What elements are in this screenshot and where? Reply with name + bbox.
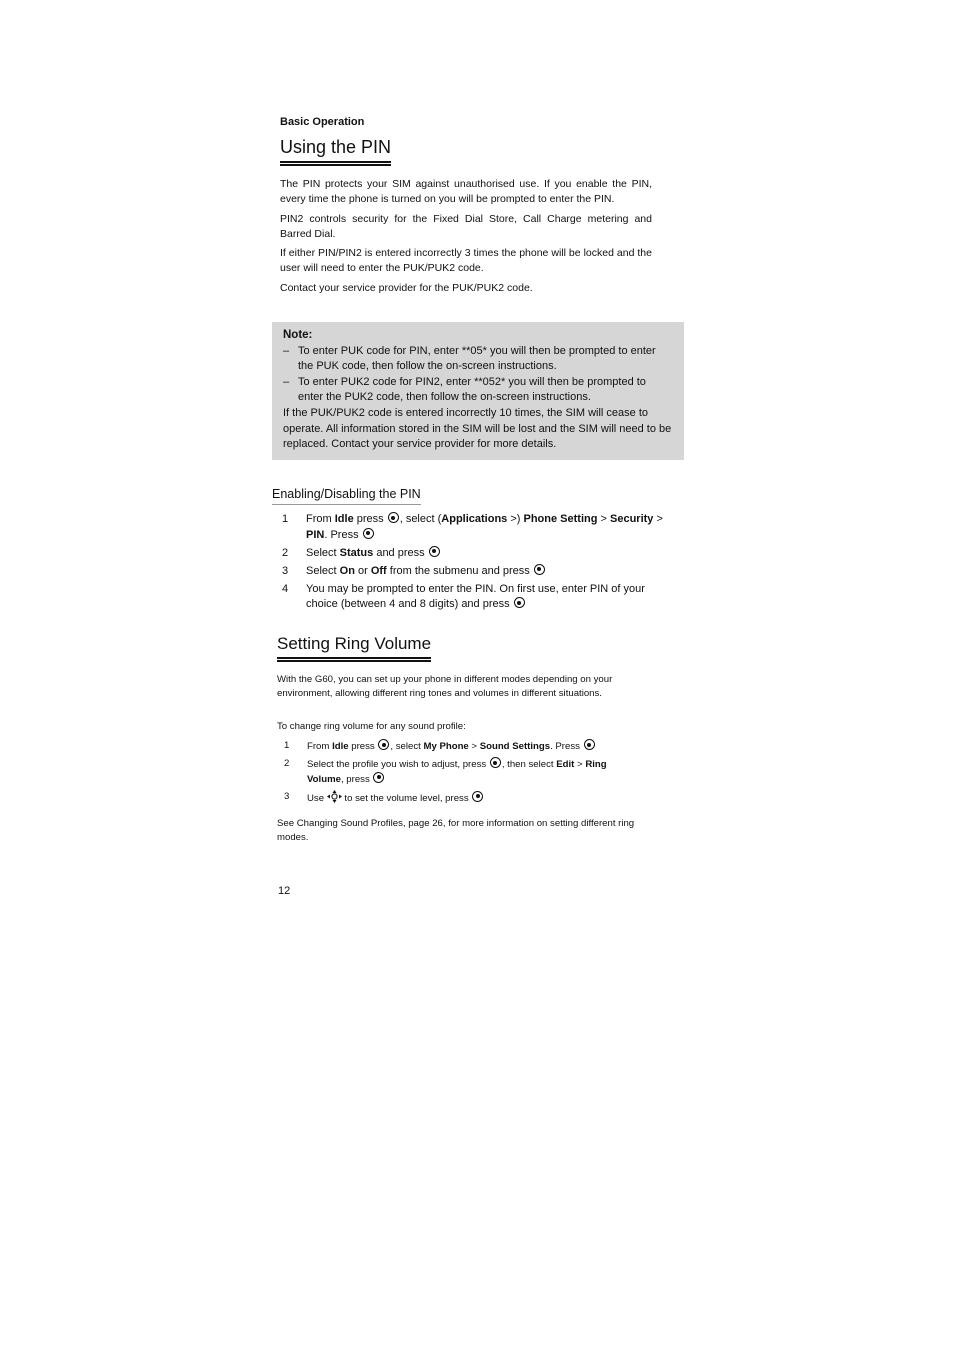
heading-underline: [280, 161, 391, 166]
note-text: If the PUK/PUK2 code is entered incorrectly 10 times, the SIM will cease to operate. All information stored in the SIM will be lost and the SIM will need to be replaced. Contact your service provider for more details.: [283, 406, 672, 451]
step-item: 1 From Idle press , select My Phone > Sound Settings. Press: [284, 739, 640, 754]
ok-key-icon: [472, 791, 483, 802]
heading-underline: [277, 657, 431, 662]
step-item: 2 Select the profile you wish to adjust, press , then select Edit > Ring Volume, press: [284, 758, 607, 785]
enable-steps: [282, 512, 664, 615]
step-item: 3 Use to set the volume level, press: [284, 790, 640, 808]
note-bullet: – To enter PUK2 code for PIN2, enter **052* you will then be prompted to enter the PUK2 code, then follow the on-screen instructions.: [283, 375, 646, 404]
ring-footer: See Changing Sound Profiles, page 26, for more information on setting different ring modes.: [277, 818, 635, 843]
ok-key-icon: [514, 597, 525, 608]
ok-key-icon: [429, 546, 440, 557]
ring-lead: To change ring volume for any sound profile:: [277, 721, 466, 732]
step-item: 2 Select Status and press: [282, 546, 664, 562]
ok-key-icon: [363, 528, 374, 539]
note-box: [272, 322, 684, 460]
pin-para-4: Contact your service provider for the PUK/PUK2 code.: [280, 282, 533, 294]
step-item: 1 From Idle press , select (Applications >) Phone Setting > Security > PIN. Press: [282, 513, 663, 541]
pin-para-3: If either PIN/PIN2 is entered incorrectly 3 times the phone will be locked and the user will need to enter the PUK/PUK2 code.: [280, 247, 652, 274]
ok-key-icon: [378, 739, 389, 750]
ring-intro: With the G60, you can set up your phone in different modes depending on your environment, allowing different ring tones and volumes in different situations.: [277, 674, 613, 699]
note-bullet: – To enter PUK code for PIN, enter **05* you will then be prompted to enter the PUK code, then follow the on-screen instructions.: [283, 344, 656, 373]
pin-heading-block: [280, 137, 391, 166]
ring-heading: Setting Ring Volume: [277, 634, 432, 653]
page-number: 12: [278, 885, 291, 897]
step-item: 3 Select On or Off from the submenu and press: [282, 564, 664, 580]
pin-heading: Using the PIN: [280, 137, 392, 157]
heading-underline: [272, 504, 421, 505]
ok-key-icon: [373, 772, 384, 783]
enable-heading: Enabling/Disabling the PIN: [272, 487, 421, 501]
note-title: Note:: [283, 329, 313, 341]
nav-key-icon: [327, 790, 342, 808]
ring-heading-block: [277, 634, 431, 662]
section-label: Basic Operation: [280, 116, 365, 128]
enable-heading-block: [272, 487, 421, 505]
pin-para-1: The PIN protects your SIM against unauthorised use. If you enable the PIN, every time the phone is turned on you will be prompted to enter the PIN.: [280, 178, 652, 205]
step-item: 4 You may be prompted to enter the PIN. On first use, enter PIN of your choice (between 4 and 8 digits) and press: [282, 582, 645, 611]
ok-key-icon: [490, 757, 501, 768]
ring-steps: [284, 739, 640, 811]
ok-key-icon: [584, 739, 595, 750]
ok-key-icon: [388, 512, 399, 523]
pin-para-2: PIN2 controls security for the Fixed Dial Store, Call Charge metering and Barred Dial.: [280, 213, 652, 240]
ok-key-icon: [534, 564, 545, 575]
